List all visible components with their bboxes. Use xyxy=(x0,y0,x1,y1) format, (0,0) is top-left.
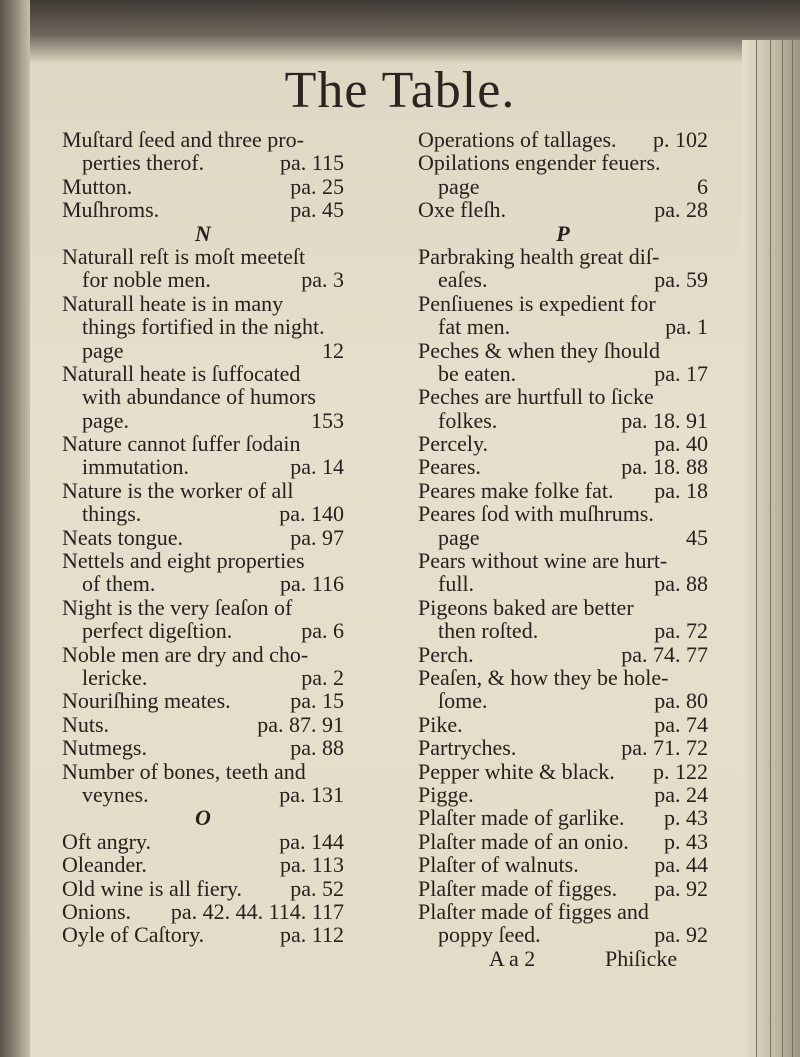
entry-text: Partryches. xyxy=(418,735,517,761)
entry-text: veynes. xyxy=(82,781,149,807)
section-letter xyxy=(62,222,344,245)
page-title: The Table. xyxy=(284,62,516,119)
entry-text: eaſes. xyxy=(438,267,488,293)
page-reference: pa. 44 xyxy=(654,852,708,878)
index-entry xyxy=(62,315,344,338)
index-entry xyxy=(62,362,344,385)
page-reference: pa. 6 xyxy=(301,618,344,644)
entry-text: Neats tongue. xyxy=(62,524,183,550)
entry-text: Noble men are dry and cho- xyxy=(62,641,309,667)
index-entry xyxy=(62,245,344,268)
page-reference: pa. 45 xyxy=(290,197,344,223)
entry-text: with abundance of humors xyxy=(82,384,316,410)
index-entry xyxy=(418,409,708,432)
index-entry xyxy=(62,268,344,291)
page-reference: pa. 112 xyxy=(280,922,344,948)
entry-text: Peches are hurtfull to ſicke xyxy=(418,384,654,410)
page-reference: pa. 17 xyxy=(654,360,708,386)
index-entry xyxy=(62,713,344,736)
entry-text: Mutton. xyxy=(62,173,133,199)
page-reference: pa. 18 xyxy=(654,477,708,503)
entry-text: folkes. xyxy=(438,407,498,433)
entry-text: Plaſter made of figges. xyxy=(418,875,618,901)
index-entry xyxy=(418,596,708,619)
entry-text: Naturall heate is in many xyxy=(62,290,284,316)
index-entry xyxy=(418,268,708,291)
entry-text: of them. xyxy=(82,571,156,597)
index-entry xyxy=(418,549,708,572)
entry-text: Nuts. xyxy=(62,711,110,737)
index-entry xyxy=(418,198,708,221)
entry-text: page xyxy=(438,173,480,199)
page-reference: pa. 14 xyxy=(290,454,344,480)
entry-text: Peares ſod with muſhrums. xyxy=(418,501,654,527)
index-entry xyxy=(62,666,344,689)
entry-text: Pears without wine are hurt- xyxy=(418,548,668,574)
index-entry xyxy=(62,853,344,876)
index-entry xyxy=(418,572,708,595)
page-reference: pa. 74 xyxy=(654,711,708,737)
page-reference: pa. 18. 91 xyxy=(621,407,708,433)
entry-text: Muſhroms. xyxy=(62,197,160,223)
page-reference: pa. 87. 91 xyxy=(257,711,344,737)
page-reference: p. 43 xyxy=(664,828,708,854)
page-reference: pa. 116 xyxy=(280,571,344,597)
entry-text: full. xyxy=(438,571,475,597)
entry-text: Naturall heate is ſuffocated xyxy=(62,360,301,386)
entry-text: Plaſter made of figges and xyxy=(418,898,649,924)
entry-text: Oyle of Caſtory. xyxy=(62,922,205,948)
section-letter xyxy=(62,806,344,829)
catchword: Phiſicke xyxy=(605,945,678,971)
page-reference: 6 xyxy=(697,173,708,199)
index-entry xyxy=(418,526,708,549)
index-entry xyxy=(62,175,344,198)
entry-text: perfect digeſtion. xyxy=(82,618,233,644)
page-reference: 153 xyxy=(311,407,344,433)
entry-text: then roſted. xyxy=(438,618,539,644)
entry-text: things fortified in the night. xyxy=(82,314,325,340)
index-entry xyxy=(62,689,344,712)
entry-text: page. xyxy=(82,407,130,433)
index-entry xyxy=(418,245,708,268)
page-reference: pa. 52 xyxy=(290,875,344,901)
entry-text: Pigeons baked are better xyxy=(418,594,634,620)
index-entry xyxy=(418,643,708,666)
page-reference: p. 102 xyxy=(653,127,708,152)
page-top-shadow xyxy=(0,0,800,62)
entry-text: perties therof. xyxy=(82,150,205,176)
index-entry xyxy=(62,409,344,432)
index-entry xyxy=(62,572,344,595)
index-entry xyxy=(62,549,344,572)
page-reference: pa. 113 xyxy=(280,852,344,878)
index-entry xyxy=(62,292,344,315)
index-entry xyxy=(418,877,708,900)
index-entry xyxy=(418,502,708,525)
page-reference: 12 xyxy=(322,337,344,363)
entry-text: Oft angry. xyxy=(62,828,151,854)
signature-mark: A a 2 xyxy=(488,945,536,971)
page-reference: pa. 71. 72 xyxy=(621,735,708,761)
page-reference: pa. 88 xyxy=(290,735,344,761)
index-entry xyxy=(62,455,344,478)
page-reference: pa. 140 xyxy=(279,501,344,527)
index-entry xyxy=(418,128,708,151)
entry-text: Pepper white & black. xyxy=(418,758,615,784)
page-reference: p. 122 xyxy=(653,758,708,784)
index-entry xyxy=(418,713,708,736)
index-entry xyxy=(62,502,344,525)
index-entry xyxy=(418,455,708,478)
index-entry xyxy=(418,619,708,642)
page-reference: pa. 24 xyxy=(654,781,708,807)
page-reference: pa. 2 xyxy=(301,664,344,690)
entry-text: Plaſter of walnuts. xyxy=(418,852,579,878)
page-reference: pa. 15 xyxy=(290,688,344,714)
entry-text: Peares make folke fat. xyxy=(418,477,614,503)
entry-text: immutation. xyxy=(82,454,189,480)
page-reference: pa. 59 xyxy=(654,267,708,293)
index-entry xyxy=(418,385,708,408)
index-entry xyxy=(418,479,708,502)
page-reference: pa. 18. 88 xyxy=(621,454,708,480)
index-entry xyxy=(62,923,344,946)
index-entry xyxy=(62,432,344,455)
left-index-column xyxy=(62,128,344,947)
page-reference: pa. 1 xyxy=(665,314,708,340)
entry-text: Oleander. xyxy=(62,852,147,878)
entry-text: Opilations engender feuers. xyxy=(418,150,661,176)
index-entry xyxy=(418,362,708,385)
index-entry xyxy=(418,315,708,338)
entry-text: Operations of tallages. xyxy=(418,127,617,152)
page-reference: pa. 74. 77 xyxy=(621,641,708,667)
index-entry xyxy=(418,736,708,759)
entry-text: Muſtard ſeed and three pro- xyxy=(62,127,304,152)
section-letter-text: O xyxy=(195,805,211,831)
page-reference: p. 43 xyxy=(664,805,708,831)
page-reference: pa. 72 xyxy=(654,618,708,644)
entry-text: things. xyxy=(82,501,142,527)
entry-text: Number of bones, teeth and xyxy=(62,758,306,784)
index-entry xyxy=(418,175,708,198)
entry-text: page xyxy=(82,337,124,363)
entry-text: Pike. xyxy=(418,711,463,737)
page-reference: pa. 92 xyxy=(654,875,708,901)
entry-text: Plaſter made of garlike. xyxy=(418,805,625,831)
entry-text: lericke. xyxy=(82,664,148,690)
page-reference: pa. 131 xyxy=(279,781,344,807)
entry-text: Night is the very ſeaſon of xyxy=(62,594,293,620)
index-entry xyxy=(62,877,344,900)
entry-text: Nature cannot ſuffer ſodain xyxy=(62,431,301,457)
index-entry xyxy=(418,853,708,876)
page-reference: pa. 40 xyxy=(654,431,708,457)
index-entry xyxy=(62,736,344,759)
page-reference: pa. 115 xyxy=(280,150,344,176)
entry-text: for noble men. xyxy=(82,267,211,293)
entry-text: Perch. xyxy=(418,641,474,667)
page-reference: pa. 97 xyxy=(290,524,344,550)
entry-text: Nutmegs. xyxy=(62,735,147,761)
entry-text: Naturall reſt is moſt meeteſt xyxy=(62,243,306,269)
index-entry xyxy=(62,830,344,853)
signature-line xyxy=(418,947,708,970)
index-entry xyxy=(418,923,708,946)
index-entry xyxy=(418,783,708,806)
index-entry xyxy=(62,643,344,666)
page-reference: pa. 28 xyxy=(654,197,708,223)
page-reference: pa. 88 xyxy=(654,571,708,597)
entry-text: Peches & when they ſhould xyxy=(418,337,660,363)
section-letter-text: N xyxy=(195,220,211,246)
page-reference: pa. 92 xyxy=(654,922,708,948)
index-entry xyxy=(62,596,344,619)
entry-text: Nettels and eight properties xyxy=(62,548,305,574)
index-entry xyxy=(418,432,708,455)
page-reference: pa. 80 xyxy=(654,688,708,714)
entry-text: ſome. xyxy=(438,688,488,714)
index-entry xyxy=(62,479,344,502)
page-left-edge xyxy=(0,0,30,1057)
entry-text: fat men. xyxy=(438,314,511,340)
index-entry xyxy=(418,292,708,315)
index-entry xyxy=(62,151,344,174)
page-reference: 45 xyxy=(686,524,708,550)
index-entry xyxy=(418,151,708,174)
entry-text: Pigge. xyxy=(418,781,474,807)
entry-text: Peares. xyxy=(418,454,481,480)
page-reference: pa. 42. 44. 114. 117 xyxy=(170,898,344,924)
index-entry xyxy=(418,689,708,712)
index-entry xyxy=(418,830,708,853)
index-entry xyxy=(418,900,708,923)
entry-text: poppy ſeed. xyxy=(438,922,541,948)
page-reference: pa. 25 xyxy=(290,173,344,199)
index-entry xyxy=(62,198,344,221)
page-reference: pa. 3 xyxy=(301,267,344,293)
index-entry xyxy=(62,385,344,408)
entry-text: Parbraking health great diſ- xyxy=(418,243,660,269)
entry-text: Penſiuenes is expedient for xyxy=(418,290,656,316)
entry-text: Nature is the worker of all xyxy=(62,477,294,503)
right-index-column xyxy=(418,128,708,970)
index-entry xyxy=(418,339,708,362)
entry-text: Percely. xyxy=(418,431,489,457)
entry-text: Onions. xyxy=(62,898,132,924)
index-entry xyxy=(418,760,708,783)
entry-text: Old wine is all fiery. xyxy=(62,875,243,901)
page-reference: pa. 144 xyxy=(279,828,344,854)
entry-text: Peaſen, & how they be hole- xyxy=(418,664,669,690)
entry-text: page xyxy=(438,524,480,550)
index-entry xyxy=(418,806,708,829)
index-entry xyxy=(62,900,344,923)
entry-text: Oxe fleſh. xyxy=(418,197,506,223)
index-entry xyxy=(62,783,344,806)
page-right-edge xyxy=(742,40,800,1057)
section-letter xyxy=(418,222,708,245)
entry-text: Nouriſhing meates. xyxy=(62,688,231,714)
index-entry xyxy=(62,760,344,783)
section-letter-text: P xyxy=(556,220,570,246)
index-entry xyxy=(62,619,344,642)
index-entry xyxy=(62,128,344,151)
entry-text: be eaten. xyxy=(438,360,517,386)
index-entry xyxy=(418,666,708,689)
index-entry xyxy=(62,339,344,362)
index-entry xyxy=(62,526,344,549)
entry-text: Plaſter made of an onio. xyxy=(418,828,629,854)
